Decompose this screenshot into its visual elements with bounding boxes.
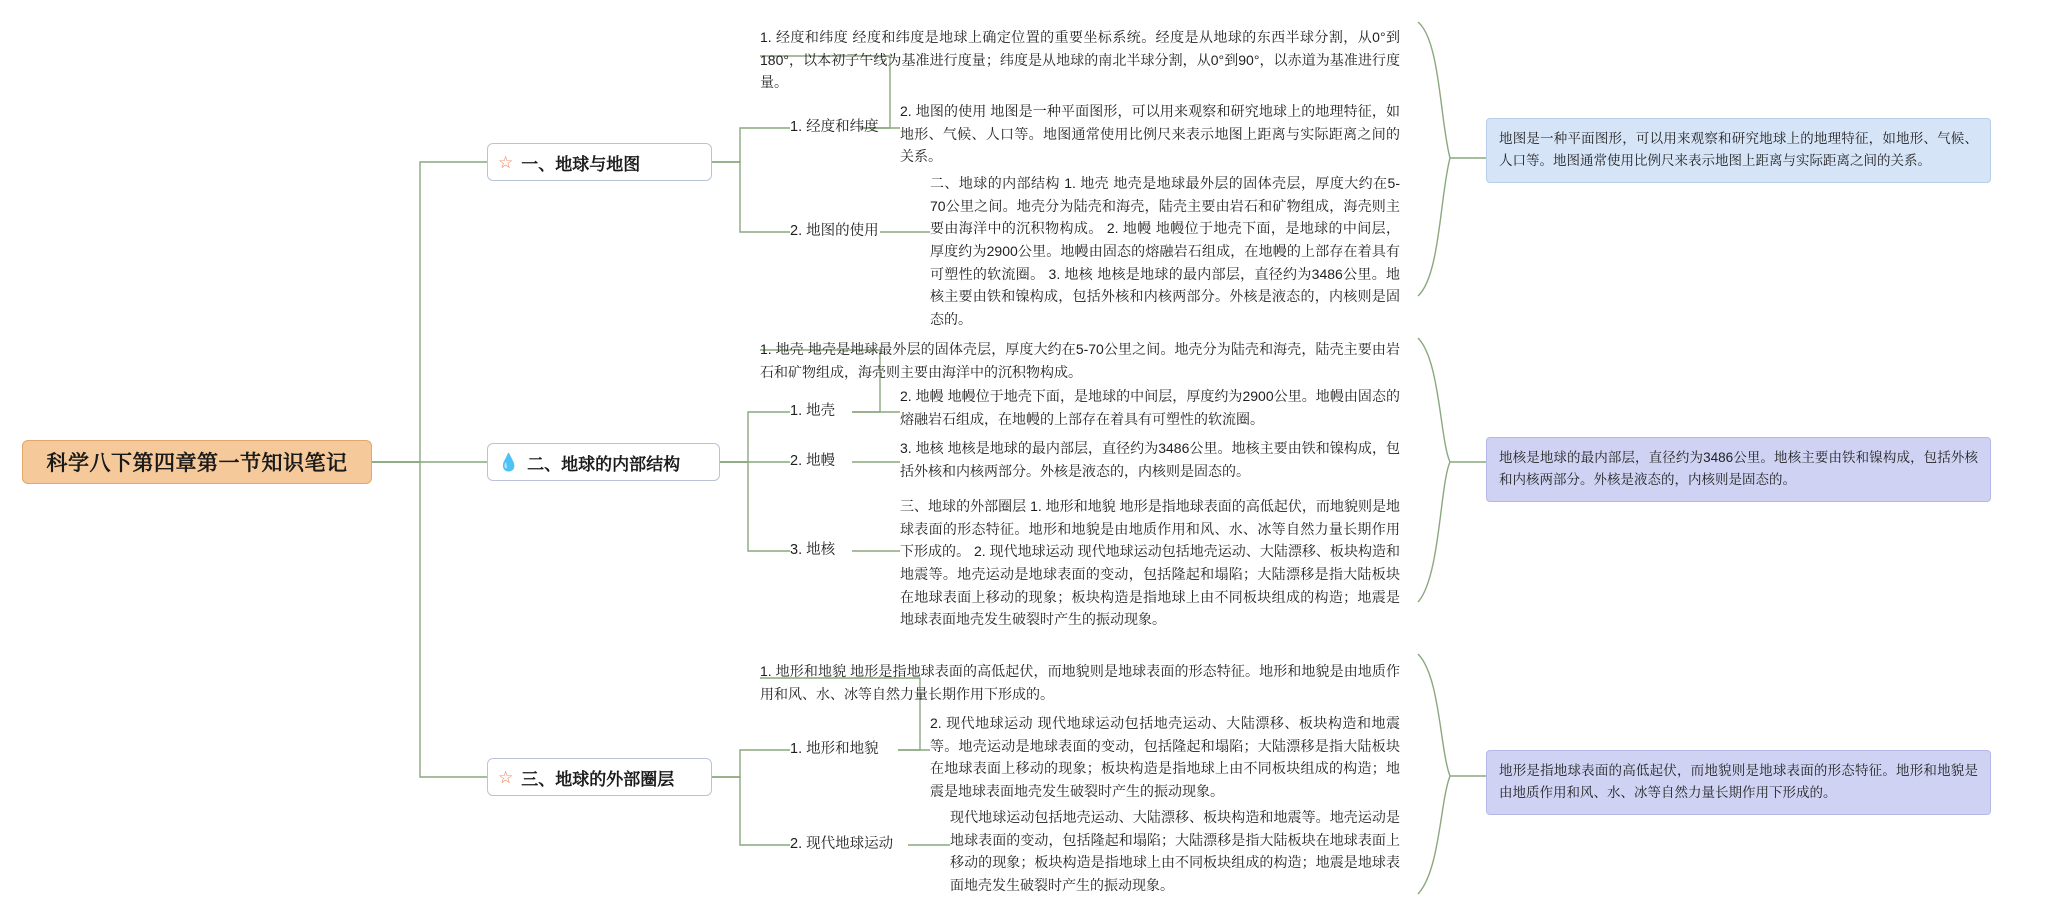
subnode-label-2-1[interactable]: 1. 地壳 [790, 403, 836, 419]
detail-text-1-2-a: 二、地球的内部结构 1. 地壳 地壳是地球最外层的固体壳层，厚度大约在5-70公里之间。地壳分为陆壳和海壳，陆壳主要由岩石和矿物组成，海壳则主要由海洋中的沉积物构成。 2. 地幔 地幔位于地壳下面，是地球的中间层，厚度约为2900公里。地幔由固态的熔融岩石组成，在地幔的上部存在着具有可塑性的软流圈。 3. 地核 地核是地球的最内部层，直径约为3486公里。地核主要由铁和镍构成，包括外核和内核两部分。外核是液态的，内核则是固态的。 [930, 175, 1400, 328]
detail-text-2-1-a: 1. 地壳 地壳是地球最外层的固体壳层，厚度大约在5-70公里之间。地壳分为陆壳和海壳，陆壳主要由岩石和矿物组成，海壳则主要由海洋中的沉积物构成。 [760, 341, 1400, 380]
detail-text-2-3-a: 三、地球的外部圈层 1. 地形和地貌 地形是指地球表面的高低起伏，而地貌则是地球表面的形态特征。地形和地貌是由地质作用和风、水、冰等自然力量长期作用下形成的。 2. 现代地球运动 现代地球运动包括地壳运动、大陆漂移、板块构造和地震等。地壳运动是地球表面的变动，包括隆起和塌陷；大陆漂移是指大陆板块在地球表面上移动的现象；板块构造是指地球上由不同板块组成的构造；地震是地球表面地壳发生破裂时产生的振动现象。 [900, 498, 1400, 628]
subnode-label-1-1[interactable]: 1. 经度和纬度 [790, 119, 879, 135]
note-card-3-text: 地形是指地球表面的高低起伏，而地貌则是地球表面的形态特征。地形和地貌是由地质作用和风、水、冰等自然力量长期作用下形成的。 [1499, 763, 1978, 801]
root-node-label: 科学八下第四章第一节知识笔记 [46, 452, 348, 475]
detail-text-2-1-b: 2. 地幔 地幔位于地壳下面，是地球的中间层，厚度约为2900公里。地幔由固态的熔融岩石组成，在地幔的上部存在着具有可塑性的软流圈。 [900, 388, 1400, 427]
branch-node-2[interactable] [487, 443, 720, 481]
subnode-label-3-2[interactable]: 2. 现代地球运动 [790, 836, 894, 852]
subnode-label-2-2[interactable]: 2. 地幔 [790, 453, 836, 469]
note-card-1-text: 地图是一种平面图形，可以用来观察和研究地球上的地理特征，如地形、气候、人口等。地图通常使用比例尺来表示地图上距离与实际距离之间的关系。 [1499, 131, 1978, 169]
note-card-2-text: 地核是地球的最内部层，直径约为3486公里。地核主要由铁和镍构成，包括外核和内核两部分。外核是液态的，内核则是固态的。 [1499, 450, 1978, 488]
root-node[interactable] [22, 440, 372, 484]
detail-text-1-1-b: 2. 地图的使用 地图是一种平面图形，可以用来观察和研究地球上的地理特征，如地形、气候、人口等。地图通常使用比例尺来表示地图上距离与实际距离之间的关系。 [900, 103, 1400, 165]
note-card-3[interactable] [1486, 750, 1991, 815]
detail-text-3-1-b: 2. 现代地球运动 现代地球运动包括地壳运动、大陆漂移、板块构造和地震等。地壳运动是地球表面的变动，包括隆起和塌陷；大陆漂移是指大陆板块在地球表面上移动的现象；板块构造是指地球上由不同板块组成的构造；地震是地球表面地壳发生破裂时产生的振动现象。 [930, 715, 1400, 800]
detail-text-3-2-a: 现代地球运动包括地壳运动、大陆漂移、板块构造和地震等。地壳运动是地球表面的变动，包括隆起和塌陷；大陆漂移是指大陆板块在地球表面上移动的现象；板块构造是指地球上由不同板块组成的构造；地震是地球表面地壳发生破裂时产生的振动现象。 [950, 809, 1400, 894]
detail-text-1-1-a: 1. 经度和纬度 经度和纬度是地球上确定位置的重要坐标系统。经度是从地球的东西半球分割，从0°到180°，以本初子午线为基准进行度量；纬度是从地球的南北半球分割，从0°到90°，以赤道为基准进行度量。 [760, 29, 1400, 91]
branch-node-1[interactable] [487, 143, 712, 181]
detail-text-3-1-a: 1. 地形和地貌 地形是指地球表面的高低起伏，而地貌则是地球表面的形态特征。地形和地貌是由地质作用和风、水、冰等自然力量长期作用下形成的。 [760, 663, 1400, 702]
branch-node-2-label: 二、地球的内部结构 [527, 454, 681, 474]
branch-node-3-label: 三、地球的外部圈层 [521, 769, 675, 789]
subnode-label-3-1[interactable]: 1. 地形和地貌 [790, 741, 879, 757]
star-icon: ☆ [498, 767, 514, 787]
note-card-2[interactable] [1486, 437, 1991, 502]
note-card-1[interactable] [1486, 118, 1991, 183]
branch-node-1-label: 一、地球与地图 [521, 154, 641, 174]
water-drop-icon: 💧 [498, 452, 520, 472]
detail-text-2-2-a: 3. 地核 地核是地球的最内部层，直径约为3486公里。地核主要由铁和镍构成，包括外核和内核两部分。外核是液态的，内核则是固态的。 [900, 440, 1400, 479]
branch-node-3[interactable] [487, 758, 712, 796]
star-icon: ☆ [498, 152, 514, 172]
subnode-label-2-3[interactable]: 3. 地核 [790, 542, 836, 558]
subnode-label-1-2[interactable]: 2. 地图的使用 [790, 223, 879, 239]
